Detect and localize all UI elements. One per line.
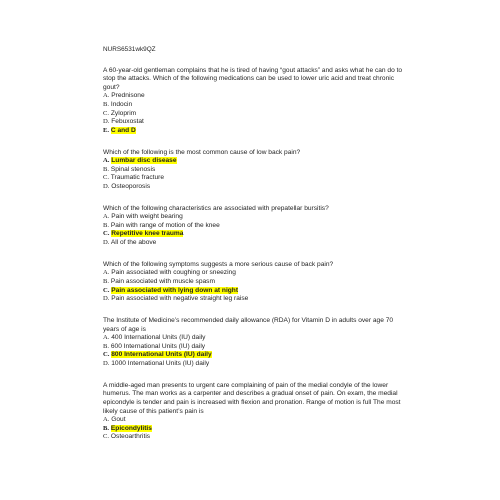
answer-choices — [103, 416, 403, 442]
question-1 — [103, 67, 403, 136]
answer-choice — [103, 416, 403, 425]
question-list — [103, 67, 403, 442]
choice-letter: C. — [103, 286, 110, 294]
choice-text: Repetitive knee trauma — [111, 230, 184, 238]
choice-text: Pain associated with coughing or sneezing — [111, 269, 236, 277]
choice-text: Febuxostat — [111, 118, 144, 126]
choice-letter: B. — [103, 342, 110, 350]
choice-letter: C. — [103, 351, 110, 359]
question-4 — [103, 261, 403, 304]
answer-choice — [103, 174, 403, 183]
answer-choices — [103, 269, 403, 303]
choice-letter: A. — [103, 213, 110, 221]
choice-text: Pain associated with negative straight leg raise — [111, 295, 249, 303]
answer-choice — [103, 101, 403, 110]
choice-letter: C. — [103, 174, 110, 182]
answer-choice — [103, 433, 403, 442]
choice-letter: D. — [103, 295, 110, 303]
question-stem: A 60-year-old gentleman complains that he is tired of having “gout attacks” and asks what he can do to stop the attacks. Which of the following medications can be used to lower uric acid and treat chronic gout? — [103, 66, 403, 91]
choice-text: Spinal stenosis — [110, 165, 156, 173]
answer-choice — [103, 334, 403, 343]
choice-text: Pain with range of motion of the knee — [110, 221, 220, 229]
choice-text: Pain associated with lying down at night — [111, 286, 239, 294]
choice-letter: E. — [103, 126, 110, 134]
choice-letter: B. — [103, 278, 110, 286]
answer-choice-highlighted — [103, 425, 403, 434]
choice-text: All of the above — [110, 239, 157, 247]
choice-letter: A. — [103, 92, 110, 100]
choice-text: Osteoporosis — [111, 182, 151, 190]
answer-choice — [103, 110, 403, 119]
answer-choice-highlighted — [103, 287, 403, 296]
answer-choice-highlighted — [103, 351, 403, 360]
answer-choice-highlighted — [103, 230, 403, 239]
answer-choice — [103, 360, 403, 369]
question-stem: Which of the following is the most common cause of low back pain? — [103, 148, 301, 156]
choice-letter: B. — [103, 221, 110, 229]
answer-choice — [103, 278, 403, 287]
answer-choices — [103, 334, 403, 368]
document-body — [103, 46, 403, 455]
question-stem: A middle-aged man presents to urgent care complaining of pain of the medial condyle of the lower humerus. The man works as a carpenter and describes a gradual onset of pain. On exam, the medial epicondyle is tender and pain is increased with flexion and pronation. Range of motion is full The most likely cause of this patient’s pain is — [103, 381, 401, 415]
choice-letter: A. — [103, 334, 110, 342]
choice-text: 400 International Units (IU) daily — [111, 334, 206, 342]
answer-choice — [103, 213, 403, 222]
choice-letter: B. — [103, 100, 110, 108]
choice-letter: D. — [103, 118, 110, 126]
choice-text: Lumbar disc disease — [111, 157, 177, 165]
answer-choice — [103, 239, 403, 248]
choice-letter: D. — [103, 239, 110, 247]
answer-choices — [103, 213, 403, 247]
choice-letter: A. — [103, 416, 110, 424]
answer-choice — [103, 295, 403, 304]
choice-letter: C. — [103, 433, 110, 441]
answer-choice — [103, 183, 403, 192]
choice-text: 800 International Units (IU) daily — [111, 351, 212, 359]
choice-letter: B. — [103, 165, 110, 173]
answer-choice — [103, 343, 403, 352]
choice-text: Osteoarthritis — [110, 433, 151, 441]
choice-letter: D. — [103, 359, 110, 367]
choice-text: Prednisone — [111, 92, 145, 100]
question-3 — [103, 205, 403, 248]
choice-text: Gout — [111, 416, 126, 424]
question-6 — [103, 382, 403, 442]
document-title: NURS6531wk9QZ — [103, 46, 156, 53]
choice-text: Pain with weight bearing — [111, 213, 183, 221]
choice-letter: C. — [103, 230, 110, 238]
choice-text: Pain associated with muscle spasm — [110, 278, 215, 286]
choice-text: Zyloprim — [110, 109, 137, 117]
choice-letter: A. — [103, 157, 110, 165]
choice-letter: D. — [103, 182, 110, 190]
choice-text: Indocin — [110, 100, 133, 108]
question-stem: The Institute of Medicine’s recommended daily allowance (RDA) for Vitamin D in adults over age 70 years of age is — [103, 317, 394, 333]
choice-text: 600 International Units (IU) daily — [110, 342, 206, 350]
answer-choice-highlighted — [103, 157, 403, 166]
choice-letter: A. — [103, 269, 110, 277]
question-2 — [103, 149, 403, 192]
answer-choice — [103, 222, 403, 231]
choice-letter: B. — [103, 424, 110, 432]
answer-choice — [103, 166, 403, 175]
choice-text: Epicondylitis — [110, 424, 152, 432]
choice-letter: C. — [103, 109, 110, 117]
answer-choice-highlighted — [103, 127, 403, 136]
question-5 — [103, 317, 403, 369]
answer-choices — [103, 157, 403, 191]
question-stem: Which of the following symptoms suggests a more serious cause of back pain? — [103, 260, 334, 268]
choice-text: Traumatic fracture — [110, 174, 165, 182]
answer-choice — [103, 92, 403, 101]
answer-choice — [103, 118, 403, 127]
question-stem: Which of the following characteristics are associated with prepatellar bursitis? — [103, 204, 329, 212]
answer-choice — [103, 269, 403, 278]
answer-choices — [103, 92, 403, 135]
choice-text: 1000 International Units (IU) daily — [111, 359, 210, 367]
choice-text: C and D — [110, 126, 136, 134]
